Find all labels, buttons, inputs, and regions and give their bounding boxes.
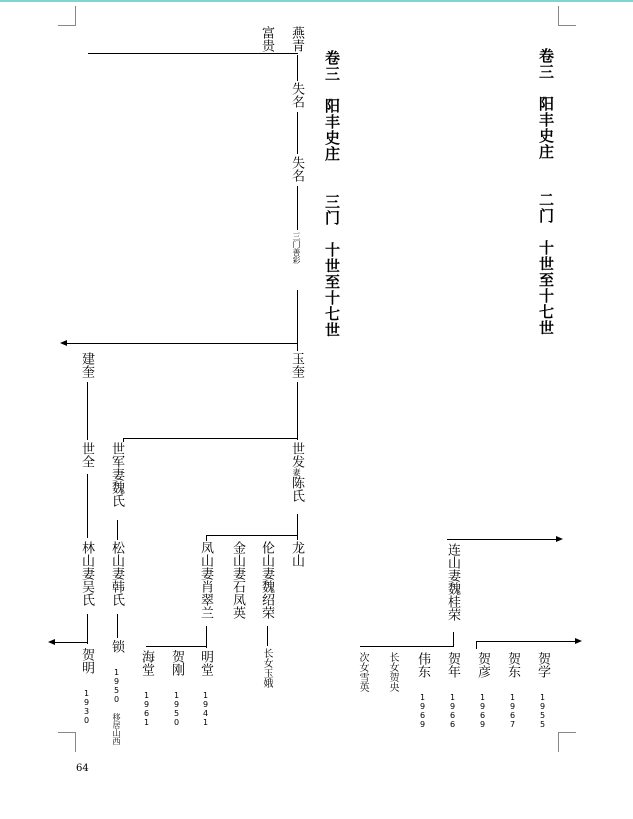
arrow-right-2 (575, 638, 582, 644)
line-chain-4 (297, 290, 298, 346)
shifa-wife: 陈氏 (289, 476, 304, 502)
person-lunshan (260, 541, 273, 619)
line-suo (117, 614, 118, 638)
crop-mark-bl-h (58, 732, 76, 733)
person-songshan (110, 541, 123, 606)
hexue-name: 贺学 (535, 652, 550, 678)
title-left: 卷三 阳丰史庄 三门 十世至十七世 (323, 50, 341, 338)
mingtang-name: 明堂 (198, 650, 213, 676)
hegang-name: 贺刚 (169, 650, 184, 676)
line-chain-1 (297, 55, 298, 81)
crop-mark-bl (75, 732, 76, 752)
lunshan-name: 伦山 (259, 541, 274, 567)
line-gen-heming (54, 642, 88, 643)
haitang-name: 海堂 (139, 650, 154, 676)
person-fugui: 富贵 (259, 26, 274, 52)
person-longshan: 龙山 (289, 541, 304, 567)
person-heyang (386, 652, 399, 692)
crop-mark-tl (75, 6, 76, 26)
person-shiming-1: 失名 (289, 82, 304, 108)
line-fengshan-down (206, 626, 207, 648)
line-gen-lianshan (447, 539, 557, 540)
henian-name: 贺年 (445, 652, 460, 678)
person-yugui: 玉奎 (289, 352, 304, 378)
person-suo (110, 640, 123, 745)
line-lunshan-down (267, 626, 268, 646)
shijun-name: 世军 (109, 442, 124, 468)
line-gen-shifa (123, 438, 298, 439)
person-shifa (290, 442, 303, 502)
fengshan-name: 凤山 (198, 541, 213, 567)
person-shijun (110, 442, 123, 507)
line-chain-6 (297, 382, 298, 440)
heming-name: 贺明 (79, 648, 94, 674)
shancai-label: 三门善彩 (292, 232, 301, 264)
heyan-name: 贺彦 (475, 652, 490, 678)
line-yanqing-fugui (88, 53, 298, 54)
hedong-year: 1967 (508, 693, 517, 729)
xueying-name: 次女雪英 (357, 652, 368, 692)
jinshan-name: 金山 (230, 541, 245, 567)
line-chain-3 (297, 186, 298, 230)
person-shiming-2: 失名 (289, 156, 304, 182)
henian-year: 1966 (448, 693, 457, 729)
person-yanqing: 燕青 (289, 26, 304, 52)
person-shancai (290, 232, 303, 264)
shijun-wife: 妻魏氏 (109, 468, 124, 507)
person-hegang (170, 650, 183, 727)
person-heyan (476, 652, 489, 729)
line-gen-heyan (476, 641, 576, 642)
lunshan-wife: 妻魏绍荣 (259, 567, 274, 619)
weidong-year: 1969 (418, 693, 427, 729)
line-jiangui (87, 382, 88, 440)
linshan-name: 林山 (79, 541, 94, 567)
heyang-name: 长女贺央 (387, 652, 398, 692)
person-hedong (506, 652, 519, 729)
person-lianshan (446, 543, 459, 621)
songshan-name: 松山 (109, 541, 124, 567)
person-heming (80, 648, 93, 725)
arrow-left-2 (48, 639, 55, 645)
shifa-name: 世发 (289, 442, 304, 468)
hegang-year: 1950 (172, 691, 181, 727)
person-hexue (536, 652, 549, 729)
fengshan-wife: 妻肖翠兰 (198, 567, 213, 619)
lianshan-wife: 妻魏桂荣 (445, 569, 460, 621)
crop-mark-tr (558, 6, 559, 26)
person-shiquan: 世全 (79, 442, 94, 468)
jinshan-wife: 妻石凤英 (230, 567, 245, 619)
person-haitang (140, 650, 153, 727)
yu-e-name: 长女玉娥 (261, 648, 272, 688)
arrow-right-1 (556, 536, 563, 542)
page-number: 64 (76, 763, 89, 774)
person-mingtang (199, 650, 212, 727)
person-jiangui: 建奎 (79, 352, 94, 378)
crop-mark-tl-h (58, 25, 76, 26)
weidong-name: 伟东 (415, 652, 430, 678)
line-gen-mingtang (146, 646, 207, 647)
line-chain-7 (297, 514, 298, 540)
person-xueying (356, 652, 369, 692)
line-linshan (87, 614, 88, 644)
heyan-year: 1969 (478, 693, 487, 729)
haitang-year: 1961 (142, 691, 151, 727)
lianshan-name: 连山 (445, 543, 460, 569)
shifa-wife-mark: 妻 (292, 468, 301, 476)
linshan-wife: 妻吴氏 (79, 567, 94, 606)
top-border (0, 0, 633, 2)
person-weidong (416, 652, 429, 729)
line-gen-longshan (206, 535, 298, 536)
arrow-left-1 (60, 340, 67, 346)
person-fengshan (199, 541, 212, 619)
person-linshan (80, 541, 93, 606)
person-henian (446, 652, 459, 729)
crop-mark-br-h (558, 732, 576, 733)
hexue-year: 1955 (538, 693, 547, 729)
line-gen-henian (360, 646, 454, 647)
line-shiquan (87, 474, 88, 538)
person-yu-e (260, 648, 273, 688)
line-chain-5 (297, 343, 298, 351)
line-heyan-tick (476, 641, 477, 649)
line-chain-2 (297, 112, 298, 154)
crop-mark-tr-h (558, 25, 576, 26)
hedong-name: 贺东 (505, 652, 520, 678)
title-right: 卷三 阳丰史庄 二门 十世至十七世 (537, 48, 555, 336)
suo-note: 1950 移居山西 (112, 668, 121, 745)
suo-name: 锁 (109, 640, 124, 653)
person-jinshan (231, 541, 244, 619)
mingtang-year: 1941 (201, 691, 210, 727)
line-songshan (117, 520, 118, 540)
line-lianshan-down (453, 632, 454, 646)
heming-year: 1930 (82, 689, 91, 725)
line-gen-yugui (66, 343, 298, 344)
crop-mark-br (558, 732, 559, 752)
songshan-wife: 妻韩氏 (109, 567, 124, 606)
